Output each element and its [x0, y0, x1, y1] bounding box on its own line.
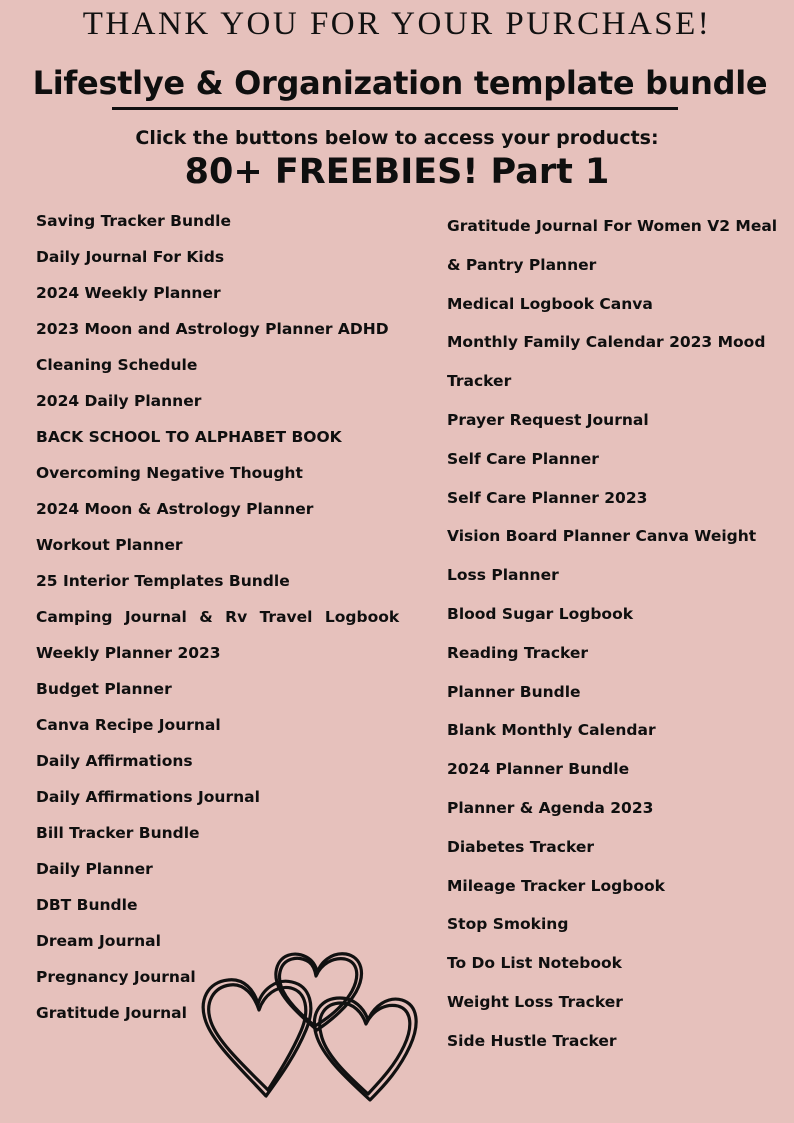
instructions-text: Click the buttons below to access your products: — [135, 127, 659, 149]
product-link[interactable]: Overcoming Negative Thought — [36, 464, 303, 482]
heart-right-icon — [314, 998, 416, 1100]
product-link[interactable]: Blood Sugar Logbook — [447, 604, 634, 623]
product-link[interactable]: Self Care Planner — [447, 449, 599, 468]
product-link[interactable]: 2024 Moon & Astrology Planner — [36, 500, 314, 518]
product-link[interactable]: Tracker — [447, 372, 512, 391]
bundle-title: Lifestlye & Organization template bundle — [32, 64, 768, 102]
product-link[interactable]: Self Care Planner 2023 — [447, 488, 648, 507]
product-link[interactable]: 25 Interior Templates Bundle — [36, 572, 290, 590]
product-link[interactable]: Camping Journal & Rv Travel Logbook — [36, 608, 400, 626]
thank-you-heading: THANK YOU FOR YOUR PURCHASE! — [82, 6, 712, 42]
product-link[interactable]: Daily Journal For Kids — [36, 248, 225, 266]
product-link[interactable]: Blank Monthly Calendar — [447, 721, 656, 740]
product-link[interactable]: Stop Smoking — [447, 915, 569, 934]
product-link[interactable]: 2023 Moon and Astrology Planner ADHD — [36, 320, 389, 338]
title-underline — [112, 107, 678, 110]
left-link-list — [36, 210, 400, 1038]
product-link[interactable]: Budget Planner — [36, 680, 172, 698]
product-link[interactable]: Diabetes Tracker — [447, 837, 595, 856]
product-link[interactable]: Gratitude Journal For Women V2 Meal — [447, 217, 778, 235]
product-link[interactable]: Cleaning Schedule — [36, 356, 198, 374]
product-link[interactable]: Side Hustle Tracker — [447, 1031, 617, 1050]
product-link[interactable]: & Pantry Planner — [447, 255, 597, 274]
product-link[interactable]: Bill Tracker Bundle — [36, 824, 200, 842]
product-link[interactable]: Daily Planner — [36, 860, 153, 878]
product-link[interactable]: 2024 Daily Planner — [36, 392, 202, 410]
product-link[interactable]: Loss Planner — [447, 566, 559, 585]
product-link[interactable]: Vision Board Planner Canva Weight — [447, 527, 757, 546]
product-link[interactable]: Planner Bundle — [447, 682, 581, 701]
right-link-list — [447, 214, 789, 1068]
product-link[interactable]: Daily Affirmations — [36, 752, 193, 770]
product-link[interactable]: DBT Bundle — [36, 896, 138, 914]
heart-left-icon — [203, 980, 311, 1096]
product-link[interactable]: Dream Journal — [36, 932, 161, 950]
product-link[interactable]: Workout Planner — [36, 536, 183, 554]
product-link[interactable]: Planner & Agenda 2023 — [447, 798, 654, 817]
product-link[interactable]: Monthly Family Calendar 2023 Mood — [447, 333, 766, 352]
product-link[interactable]: Canva Recipe Journal — [36, 716, 221, 734]
product-link[interactable]: To Do List Notebook — [447, 954, 622, 973]
product-link[interactable]: Reading Tracker — [447, 643, 589, 662]
product-link[interactable]: 2024 Planner Bundle — [447, 760, 630, 779]
product-link[interactable]: Saving Tracker Bundle — [36, 212, 231, 230]
product-link[interactable]: Pregnancy Journal — [36, 968, 196, 986]
freebies-heading: 80+ FREEBIES! Part 1 — [184, 152, 610, 192]
product-link[interactable]: Daily Affirmations Journal — [36, 788, 260, 806]
product-link[interactable]: 2024 Weekly Planner — [36, 284, 221, 302]
product-link[interactable]: Medical Logbook Canva — [447, 294, 653, 313]
product-link[interactable]: Mileage Tracker Logbook — [447, 876, 665, 895]
hearts-icon — [196, 948, 424, 1104]
product-link[interactable]: Weight Loss Tracker — [447, 992, 623, 1011]
product-link[interactable]: BACK SCHOOL TO ALPHABET BOOK — [36, 428, 342, 446]
product-link[interactable]: Gratitude Journal — [36, 1004, 187, 1022]
product-link[interactable]: Weekly Planner 2023 — [36, 644, 221, 662]
product-link[interactable]: Prayer Request Journal — [447, 410, 649, 429]
